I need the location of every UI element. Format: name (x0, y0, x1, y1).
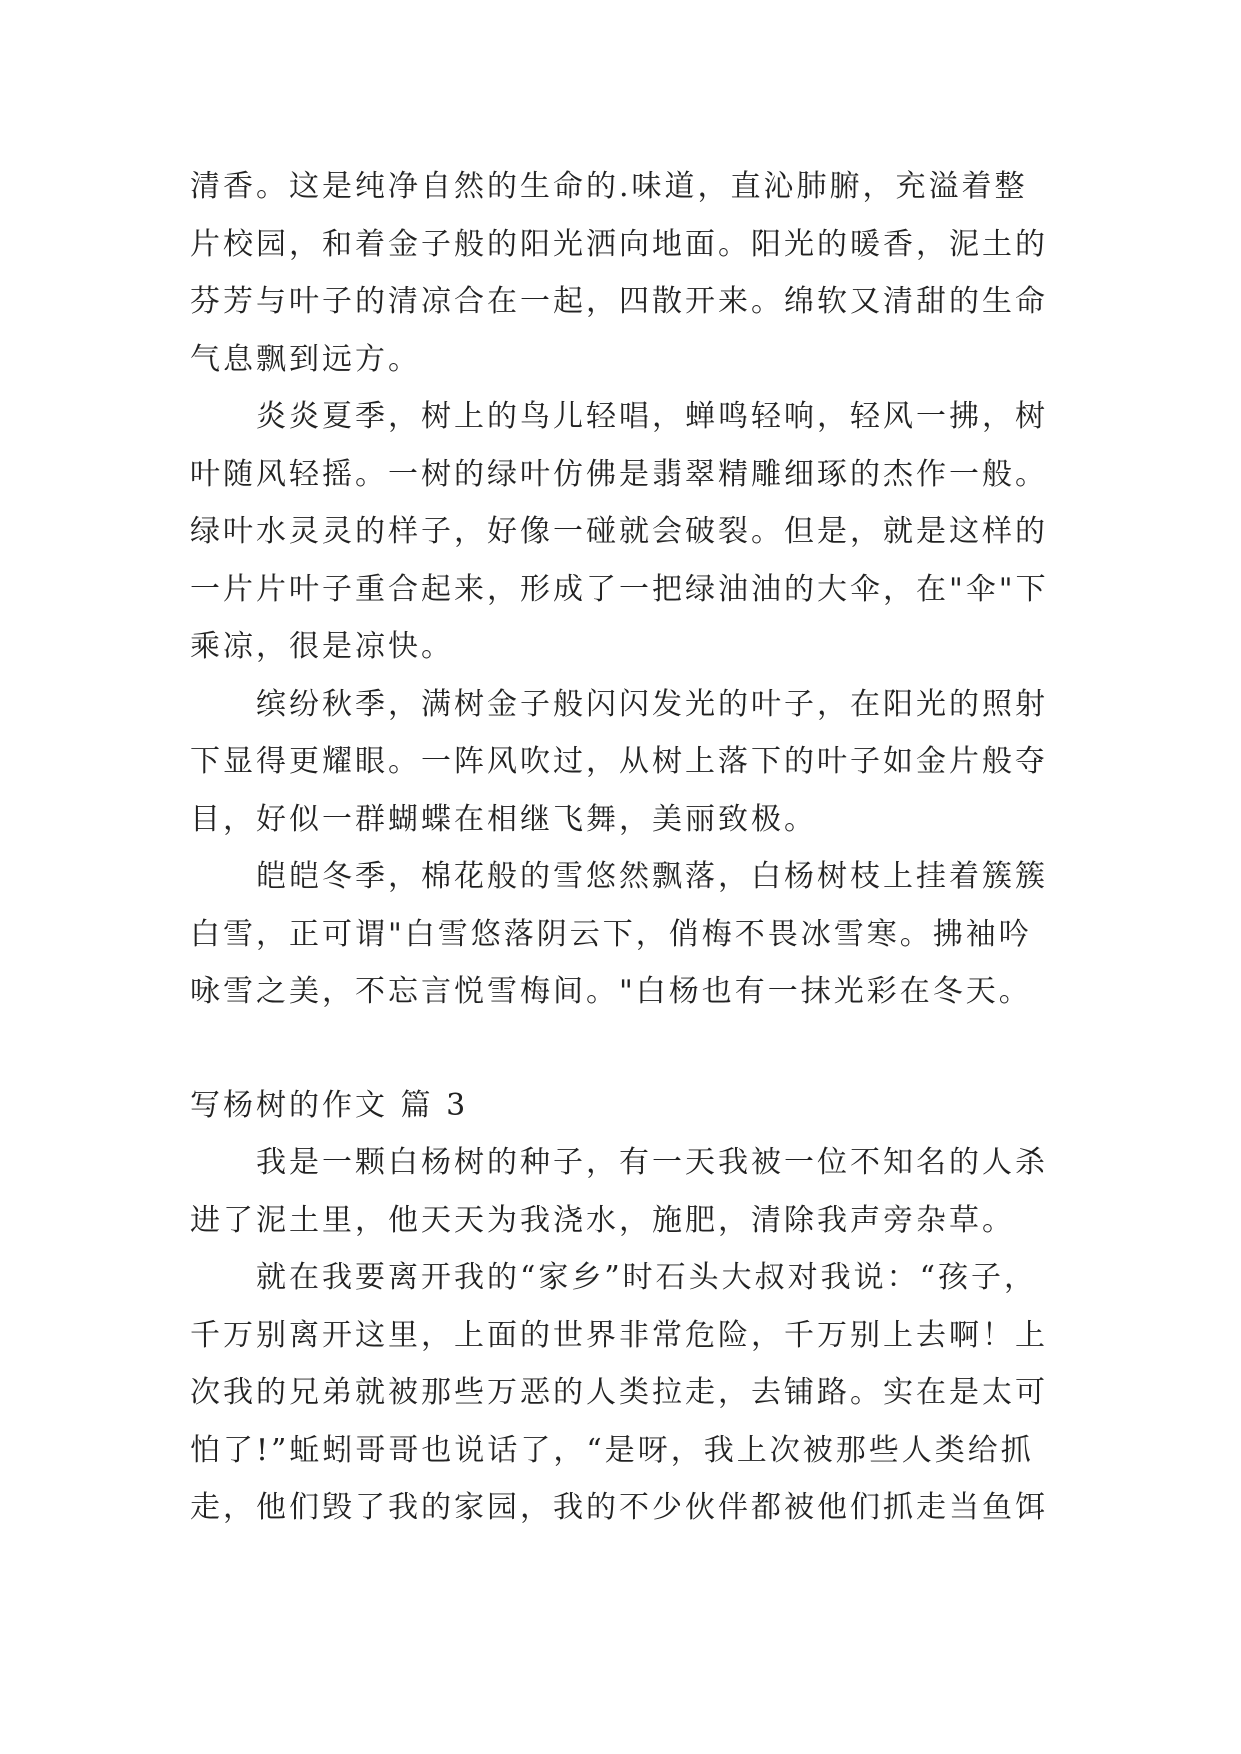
text-line: 芬芳与叶子的清凉合在一起，四散开来。绵软又清甜的生命 (190, 284, 1048, 319)
text-line: 绿叶水灵灵的样子，好像一碰就会破裂。但是，就是这样的 (190, 514, 1048, 549)
section-heading: 写杨树的作文 篇 3 (190, 1087, 469, 1123)
text-line: 缤纷秋季，满树金子般闪闪发光的叶子，在阳光的照射 (256, 686, 1048, 722)
text-line: 下显得更耀眼。一阵风吹过，从树上落下的叶子如金片般夺 (190, 744, 1048, 779)
text-line: 片校园，和着金子般的阳光洒向地面。阳光的暖香，泥土的 (190, 226, 1048, 262)
text-line: 就在我要离开我的“家乡”时石头大叔对我说：“孩子， (256, 1260, 1038, 1295)
text-line: 目，好似一群蝴蝶在相继飞舞，美丽致极。 (190, 801, 817, 837)
text-line: 白雪，正可谓"白雪悠落阴云下，俏梅不畏冰雪寒。拂袖吟 (190, 916, 1032, 952)
text-line: 叶随风轻摇。一树的绿叶仿佛是翡翠精雕细琢的杰作一般。 (190, 456, 1048, 492)
text-line: 一片片叶子重合起来，形成了一把绿油油的大伞，在"伞"下 (190, 571, 1049, 607)
text-line: 咏雪之美，不忘言悦雪梅间。"白杨也有一抹光彩在冬天。 (190, 974, 1032, 1009)
document-body (190, 158, 1070, 1537)
text-line: 皑皑冬季，棉花般的雪悠然飘落，白杨树枝上挂着簇簇 (256, 859, 1048, 894)
text-line: 次我的兄弟就被那些万恶的人类拉走，去铺路。实在是太可 (190, 1375, 1048, 1410)
text-line: 进了泥土里，他天天为我浇水，施肥，清除我声旁杂草。 (190, 1202, 1015, 1238)
text-line: 炎炎夏季，树上的鸟儿轻唱，蝉鸣轻响，轻风一拂，树 (256, 399, 1048, 434)
text-line: 我是一颗白杨树的种子，有一天我被一位不知名的人杀 (256, 1145, 1048, 1180)
text-line: 气息飘到远方。 (190, 341, 421, 377)
text-line: 清香。这是纯净自然的生命的.味道，直沁肺腑，充溢着整 (190, 169, 1028, 204)
text-line: 千万别离开这里，上面的世界非常危险，千万别上去啊！上 (190, 1317, 1048, 1353)
text-line: 走，他们毁了我的家园，我的不少伙伴都被他们抓走当鱼饵 (190, 1490, 1048, 1525)
text-line: 怕了!”蚯蚓哥哥也说话了，“是呀，我上次被那些人类给抓 (190, 1432, 1034, 1468)
text-line: 乘凉，很是凉快。 (190, 629, 454, 664)
